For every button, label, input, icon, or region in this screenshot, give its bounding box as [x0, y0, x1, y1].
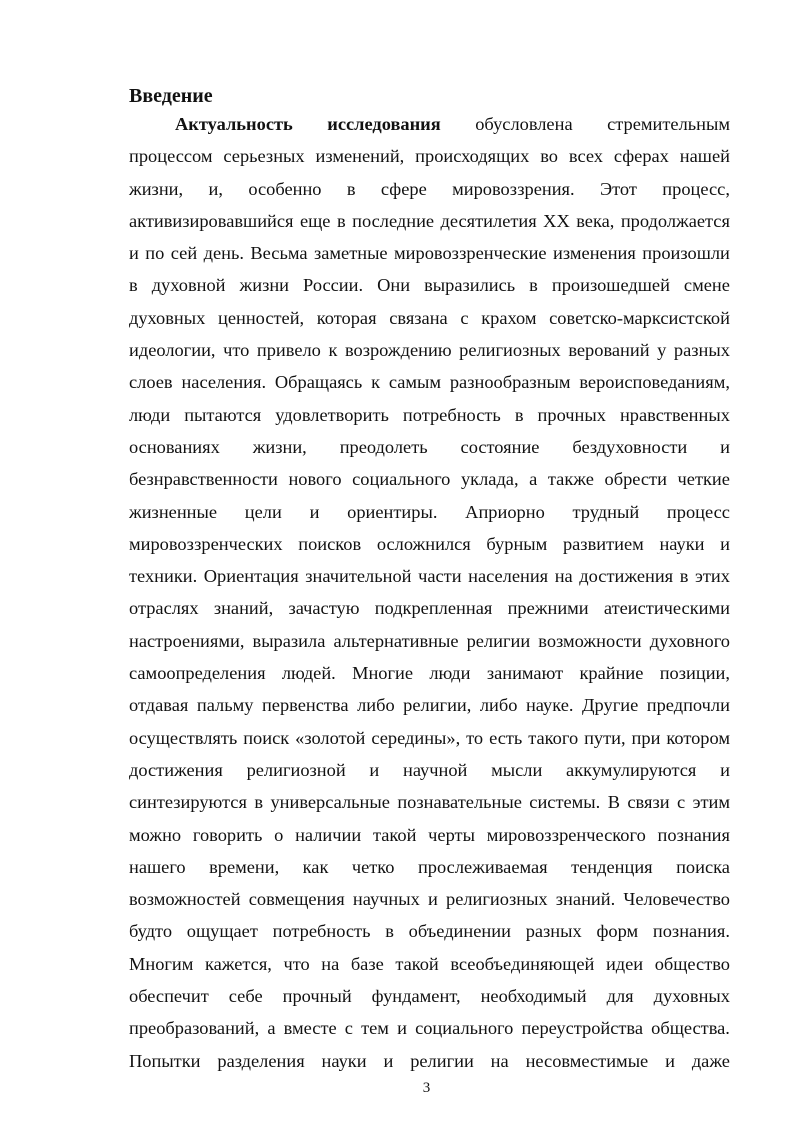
word: и	[720, 436, 730, 457]
word: смене	[683, 275, 730, 296]
word: времени,	[209, 856, 280, 877]
word: общество	[654, 953, 730, 974]
word: крахом	[481, 307, 537, 328]
text-line	[129, 173, 730, 205]
word: разных	[673, 340, 730, 361]
word: жизни	[239, 275, 290, 296]
word: религиозной	[246, 759, 346, 780]
word: по	[145, 243, 165, 264]
word: нашей	[679, 146, 730, 167]
word: духовных	[653, 986, 730, 1007]
word: занимают	[486, 663, 564, 684]
word: Другие	[582, 695, 639, 716]
word: уклада,	[460, 469, 519, 490]
word: удовлетворить	[275, 404, 389, 425]
word: четко	[351, 856, 395, 877]
word: люди	[129, 404, 171, 425]
text-line	[129, 657, 730, 689]
word: религии,	[403, 695, 472, 716]
word: поисков	[298, 533, 362, 554]
word: и	[383, 1050, 394, 1071]
word: осложнился	[376, 533, 471, 554]
word: отдавая	[129, 695, 189, 716]
word: возможностей	[129, 889, 241, 910]
text-line	[129, 140, 730, 172]
text-line	[129, 528, 730, 560]
word: сферах	[613, 146, 669, 167]
word: Они	[377, 275, 411, 296]
word: о	[274, 824, 284, 845]
word: фундамент,	[371, 986, 461, 1007]
word: также	[547, 469, 594, 490]
word: к	[328, 340, 338, 361]
word: в	[254, 792, 264, 813]
word: прочных	[537, 404, 606, 425]
word: верований	[568, 340, 650, 361]
word: нашего	[129, 856, 186, 877]
word: знаний.	[555, 889, 616, 910]
word: такой	[372, 824, 417, 845]
word: знаний,	[213, 598, 274, 619]
word: религиозных	[459, 340, 561, 361]
word: тем	[361, 1018, 389, 1039]
word: связана	[389, 307, 448, 328]
word: духовных	[129, 307, 206, 328]
word: пальму	[196, 695, 254, 716]
word: достижения	[129, 759, 223, 780]
word: века,	[576, 210, 615, 231]
word: поиск	[243, 727, 290, 748]
word: аккумулируются	[566, 759, 697, 780]
word: и	[665, 1050, 675, 1071]
text-line	[129, 237, 730, 269]
word: развитием	[562, 533, 644, 554]
word: науке.	[525, 695, 574, 716]
word: к	[371, 372, 381, 393]
word: пути,	[584, 727, 626, 748]
word: с	[460, 307, 469, 328]
word: на	[554, 566, 573, 587]
word: тенденция	[571, 856, 653, 877]
word: нравственных	[619, 404, 730, 425]
word: в	[529, 275, 538, 296]
bold-word: исследования	[327, 114, 441, 134]
page-number: 3	[422, 1080, 431, 1096]
body-paragraph	[129, 108, 730, 1077]
word: процесс	[666, 501, 730, 522]
word: есть	[489, 727, 523, 748]
word: базе	[350, 953, 384, 974]
word: процесс,	[662, 178, 730, 199]
word: сей	[170, 243, 198, 264]
word: на	[321, 953, 340, 974]
text-line	[129, 689, 730, 721]
text-line	[129, 496, 730, 528]
word: активизировавшийся	[129, 210, 294, 231]
word: достижения	[579, 566, 674, 587]
word: потребность	[402, 404, 501, 425]
word: самым	[388, 372, 442, 393]
word: совмещения	[248, 889, 345, 910]
word: Многим	[129, 953, 194, 974]
word: разделения	[217, 1050, 305, 1071]
word: будто	[129, 921, 173, 942]
word: Человечество	[623, 889, 730, 910]
word: привело	[256, 340, 321, 361]
word: у	[657, 340, 667, 361]
text-line	[129, 1045, 730, 1077]
word: последние	[352, 210, 435, 231]
word: самоопределения	[129, 663, 266, 684]
word: осуществлять	[129, 727, 238, 748]
word: техники.	[129, 566, 198, 587]
word: обусловлена	[475, 114, 573, 134]
word: и	[369, 759, 380, 780]
word: что	[283, 953, 310, 974]
text-line	[129, 722, 730, 754]
word: Обращаясь	[274, 372, 363, 393]
word: для	[606, 986, 634, 1007]
word: нового	[288, 469, 342, 490]
word: разных	[525, 921, 582, 942]
word: прослеживаемая	[417, 856, 548, 877]
word: в	[336, 210, 346, 231]
word: Многие	[352, 663, 414, 684]
word: и,	[208, 178, 223, 199]
text-line	[129, 851, 730, 883]
word: отраслях	[129, 598, 199, 619]
word: и	[720, 759, 730, 780]
word: и	[397, 1018, 407, 1039]
word: такого	[528, 727, 579, 748]
word: идеи	[605, 953, 644, 974]
word: ощущает	[186, 921, 258, 942]
word: Весьма	[250, 243, 308, 264]
word: ценностей,	[217, 307, 305, 328]
word: такой	[395, 953, 439, 974]
word: социального	[415, 1018, 514, 1039]
text-line	[129, 883, 730, 915]
word: религиозных	[446, 889, 548, 910]
word: на	[490, 1050, 509, 1071]
text-line	[129, 625, 730, 657]
word: альтернативные	[333, 630, 459, 651]
text-line	[129, 980, 730, 1012]
word: научной	[402, 759, 468, 780]
text-line	[129, 592, 730, 624]
word: в	[514, 404, 524, 425]
word: заметные	[313, 243, 388, 264]
word: потребность	[272, 921, 371, 942]
word: части	[418, 566, 462, 587]
word: особенно	[248, 178, 322, 199]
word: либо	[357, 695, 395, 716]
word: этих	[694, 566, 730, 587]
word: изменений,	[315, 146, 405, 167]
text-line	[129, 302, 730, 334]
word: системы.	[529, 792, 601, 813]
word: черты	[428, 824, 475, 845]
word: люди	[429, 663, 471, 684]
word: обеспечит	[129, 986, 209, 1007]
word: и	[309, 501, 320, 522]
word: бурным	[486, 533, 548, 554]
word: либо	[479, 695, 518, 716]
word: четкие	[677, 469, 730, 490]
text-line	[129, 786, 730, 818]
word: познавательные	[397, 792, 522, 813]
word: которая	[316, 307, 377, 328]
word: настроениями,	[129, 630, 245, 651]
word: и	[129, 243, 139, 264]
word: и	[427, 889, 438, 910]
word: этим	[692, 792, 730, 813]
word: познания	[657, 824, 730, 845]
word: позиции,	[659, 663, 730, 684]
word: всех	[568, 146, 603, 167]
word: духовного	[649, 630, 730, 651]
word: науки	[321, 1050, 367, 1071]
word: населения.	[181, 372, 267, 393]
word: преодолеть	[339, 436, 428, 457]
word: предпочли	[646, 695, 730, 716]
text-line	[129, 754, 730, 786]
word: а	[529, 469, 538, 490]
word: а	[267, 1018, 276, 1039]
word: преобразований,	[129, 1018, 260, 1039]
word: разнообразным	[449, 372, 571, 393]
text-line	[129, 431, 730, 463]
word: продолжается	[620, 210, 730, 231]
text-line	[129, 205, 730, 237]
word: всеобъединяющей	[450, 953, 595, 974]
word: в	[346, 178, 356, 199]
word: жизни,	[129, 178, 184, 199]
word: что	[223, 340, 250, 361]
word: ориентиры.	[347, 501, 438, 522]
word: поиска	[676, 856, 730, 877]
text-line	[129, 915, 730, 947]
word: форм	[596, 921, 639, 942]
word: себе	[228, 986, 263, 1007]
text-line	[129, 560, 730, 592]
word: XX	[543, 210, 570, 231]
word: религии	[466, 630, 531, 651]
word: возможности	[538, 630, 642, 651]
word: даже	[691, 1050, 730, 1071]
word: с	[344, 1018, 353, 1039]
word: процессом	[129, 146, 213, 167]
word: еще	[299, 210, 331, 231]
word: в	[129, 275, 138, 296]
word: при	[631, 727, 661, 748]
word: мировоззренческого	[486, 824, 646, 845]
word: Априорно	[465, 501, 545, 522]
word: в	[385, 921, 394, 942]
word: изменения	[553, 243, 636, 264]
text-line	[129, 334, 730, 366]
word: цели	[244, 501, 282, 522]
word: Ориентация	[203, 566, 299, 587]
word: мировоззрения.	[452, 178, 575, 199]
word: крайние	[579, 663, 644, 684]
word: подкрепленная	[374, 598, 493, 619]
word: атеистическими	[603, 598, 730, 619]
bold-word: Актуальность	[175, 114, 293, 134]
text-line	[129, 366, 730, 398]
word: Попытки	[129, 1050, 201, 1071]
word: говорить	[192, 824, 263, 845]
word: В	[607, 792, 620, 813]
word: обрести	[604, 469, 667, 490]
word: мировоззренческие	[394, 243, 547, 264]
word: котором	[666, 727, 730, 748]
word: необходимый	[480, 986, 587, 1007]
word: выразились	[424, 275, 516, 296]
word: возрождению	[344, 340, 452, 361]
text-line	[129, 948, 730, 980]
text-line	[129, 108, 730, 140]
word: прочный	[282, 986, 352, 1007]
word: во	[540, 146, 558, 167]
text-line	[129, 819, 730, 851]
word: населения	[468, 566, 549, 587]
word: мировоззренческих	[129, 533, 283, 554]
word: первенства	[261, 695, 349, 716]
word: социального	[352, 469, 451, 490]
word: серьезных	[223, 146, 305, 167]
word: вместе	[283, 1018, 337, 1039]
word: зачастую	[288, 598, 360, 619]
word: советско-марксистской	[549, 307, 730, 328]
word: мысли	[491, 759, 543, 780]
word: слоев	[129, 372, 173, 393]
section-heading: Введение	[129, 85, 213, 107]
word: сфере	[380, 178, 427, 199]
word: религии	[410, 1050, 474, 1071]
word: объединении	[408, 921, 511, 942]
text-line	[129, 399, 730, 431]
word: синтезируются	[129, 792, 247, 813]
word: Этот	[599, 178, 637, 199]
word: жизненные	[129, 501, 218, 522]
word: происходящих	[415, 146, 530, 167]
word: науки	[659, 533, 705, 554]
word: «золотой	[295, 727, 366, 748]
word: прежними	[507, 598, 589, 619]
word: кажется,	[204, 953, 272, 974]
word: познания.	[652, 921, 730, 942]
word: стремительным	[607, 114, 730, 134]
word: то	[466, 727, 484, 748]
word: людей.	[281, 663, 336, 684]
word: значительной	[305, 566, 412, 587]
word: связи	[627, 792, 670, 813]
word: общества.	[651, 1018, 730, 1039]
word: состояние	[460, 436, 540, 457]
text-line	[129, 463, 730, 495]
word: научных	[352, 889, 420, 910]
word: наличии	[295, 824, 362, 845]
word: в	[679, 566, 689, 587]
word: трудный	[572, 501, 640, 522]
word: жизни,	[252, 436, 307, 457]
word: бездуховности	[572, 436, 688, 457]
word: выразила	[252, 630, 326, 651]
word: основаниях	[129, 436, 220, 457]
word: переустройства	[521, 1018, 644, 1039]
word: России.	[303, 275, 364, 296]
word: произошедшей	[551, 275, 670, 296]
word: универсальные	[270, 792, 390, 813]
word: с	[676, 792, 686, 813]
word: можно	[129, 824, 182, 845]
word: произошли	[642, 243, 730, 264]
word: несовместимые	[525, 1050, 649, 1071]
text-line	[129, 1012, 730, 1044]
text-line	[129, 269, 730, 301]
word: середины»,	[371, 727, 461, 748]
word: как	[302, 856, 329, 877]
word: вероисповеданиям,	[579, 372, 730, 393]
word: идеологии,	[129, 340, 216, 361]
word: пытаются	[184, 404, 262, 425]
word: день.	[203, 243, 244, 264]
word: духовной	[151, 275, 226, 296]
word: безнравственности	[129, 469, 278, 490]
word: и	[720, 533, 730, 554]
word: десятилетия	[440, 210, 537, 231]
